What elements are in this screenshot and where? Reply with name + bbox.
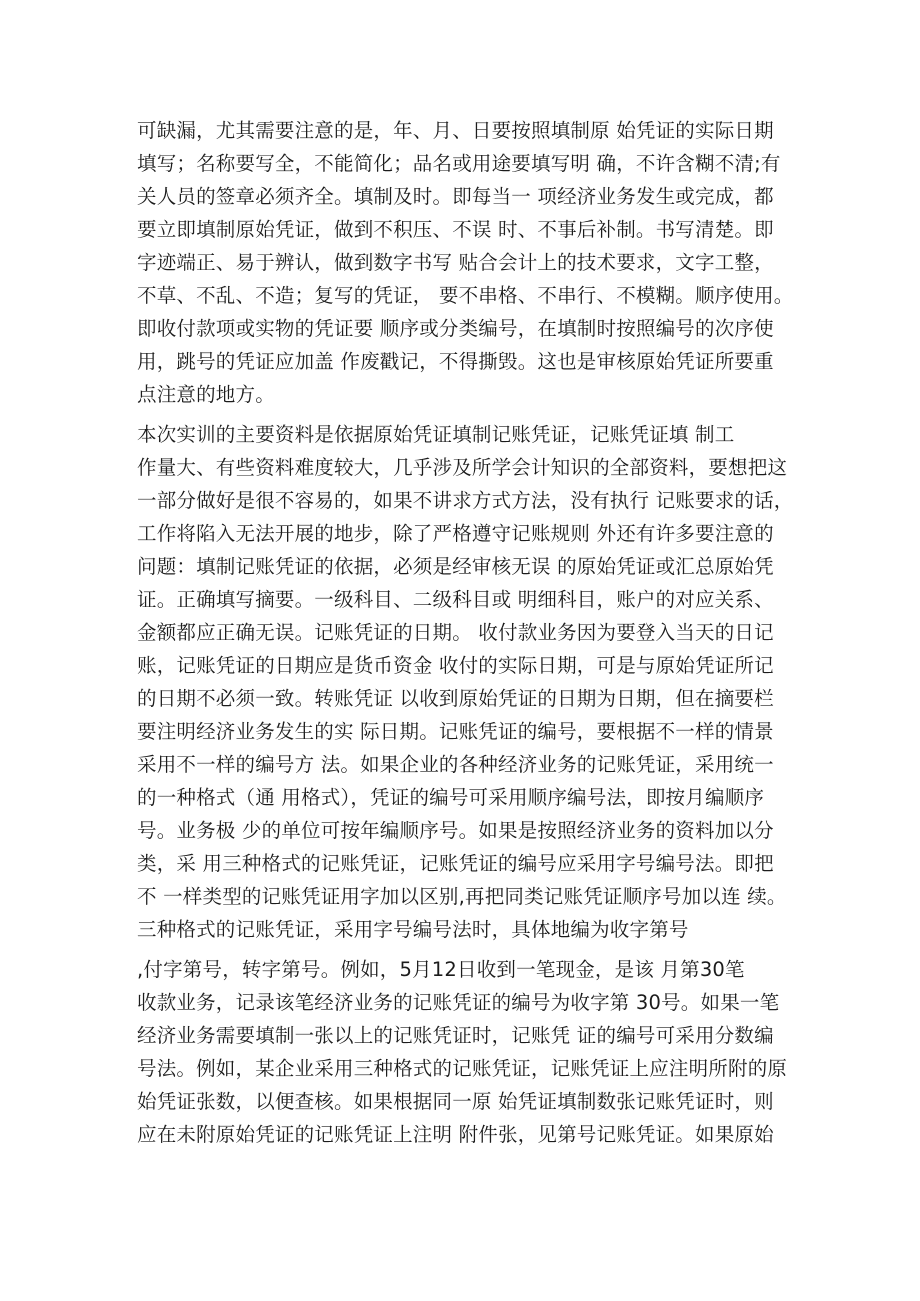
- text-line: 收款业务，记录该笔经济业务的记账凭证的编号为收字第 30号。如果一笔: [137, 991, 780, 1014]
- text-line: 的日期不必须一致。转账凭证 以收到原始凭证的日期为日期，但在摘要栏: [137, 687, 774, 710]
- text-line: 采用不一样的编号方 法。如果企业的各种经济业务的记账凭证，采用统一: [137, 753, 774, 776]
- text-line: 本次实训的主要资料是依据原始凭证填制记账凭证，记账凭证填 制工: [137, 423, 735, 446]
- paragraph-gap: [137, 411, 797, 418]
- text-line: 号。业务极 少的单位可按年编顺序号。如果是按照经济业务的资料加以分: [137, 819, 774, 842]
- text-line: 始凭证张数，以便查核。如果根据同一原 始凭证填制数张记账凭证时，则: [137, 1090, 774, 1113]
- text-line: 用，跳号的凭证应加盖 作废戳记，不得撕毁。这也是审核原始凭证所要重: [137, 350, 774, 373]
- text-line: 金额都应正确无误。记账凭证的日期。 收付款业务因为要登入当天的日记: [137, 621, 774, 644]
- text-line: 即收付款项或实物的凭证要 顺序或分类编号，在填制时按照编号的次序使: [137, 317, 774, 340]
- text-line: 填写；名称要写全，不能简化；品名或用途要填写明 确，不许含糊不清;有: [137, 152, 781, 175]
- text-line: 要注明经济业务发生的实 际日期。记账凭证的编号，要根据不一样的情景: [137, 720, 774, 743]
- text-line: 要立即填制原始凭证，做到不积压、不误 时、不事后补制。书写清楚。即: [137, 218, 774, 241]
- paragraph-gap: [137, 946, 797, 953]
- text-line: 不草、不乱、不造；复写的凭证， 要不串格、不串行、不模糊。顺序使用。: [137, 284, 794, 307]
- paragraph-1: [137, 114, 797, 411]
- text-line: 三种格式的记账凭证，采用字号编号法时，具体地编为收字第号: [137, 918, 689, 941]
- text-line: 类，采 用三种格式的记账凭证，记账凭证的编号应采用字号编号法。即把: [137, 852, 774, 875]
- text-line: 关人员的签章必须齐全。填制及时。即每当一 项经济业务发生或完成，都: [137, 185, 774, 208]
- text-line: 证。正确填写摘要。一级科目、二级科目或 明细科目，账户的对应关系、: [137, 588, 774, 611]
- paragraph-3: [137, 953, 797, 1151]
- text-line: 作量大、有些资料难度较大，几乎涉及所学会计知识的全部资料，要想把这: [137, 456, 788, 479]
- text-line: 不 一样类型的记账凭证用字加以区别,再把同类记账凭证顺序号加以连 续。: [137, 885, 787, 908]
- text-line: 经济业务需要填制一张以上的记账凭证时，记账凭 证的编号可采用分数编: [137, 1024, 774, 1047]
- text-line: 点注意的地方。: [137, 383, 275, 406]
- text-line: 字迹端正、易于辨认，做到数字书写 贴合会计上的技术要求，文字工整，: [137, 251, 774, 274]
- text-line: 可缺漏，尤其需要注意的是，年、月、日要按照填制原 始凭证的实际日期: [137, 119, 774, 142]
- text-line: 号法。例如，某企业采用三种格式的记账凭证，记账凭证上应注明所附的原: [137, 1057, 788, 1080]
- text-line: ,付字第号，转字第号。例如，5月12日收到一笔现金，是该 月第30笔: [137, 958, 745, 981]
- text-line: 账，记账凭证的日期应是货币资金 收付的实际日期，可是与原始凭证所记: [137, 654, 774, 677]
- text-line: 工作将陷入无法开展的地步，除了严格遵守记账规则 外还有许多要注意的: [137, 522, 774, 545]
- text-line: 应在未附原始凭证的记账凭证上注明 附件张，见第号记账凭证。如果原始: [137, 1123, 774, 1146]
- text-line: 一部分做好是很不容易的，如果不讲求方式方法，没有执行 记账要求的话，: [137, 489, 794, 512]
- body-text: [137, 114, 797, 1151]
- text-line: 问题：填制记账凭证的依据，必须是经审核无误 的原始凭证或汇总原始凭: [137, 555, 774, 578]
- text-line: 的一种格式（通 用格式），凭证的编号可采用顺序编号法，即按月编顺序: [137, 786, 765, 809]
- paragraph-2: [137, 418, 797, 946]
